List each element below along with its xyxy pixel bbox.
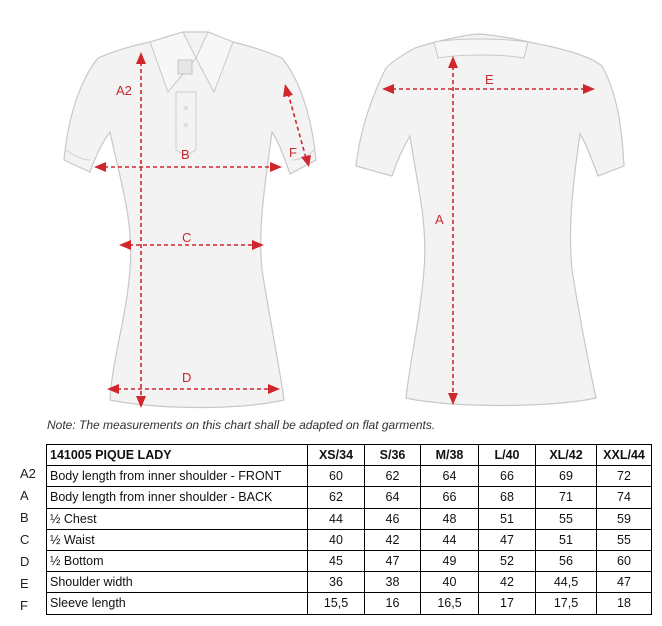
cell-value: 42 — [479, 572, 536, 593]
table-row — [47, 572, 652, 593]
cell-value: 40 — [308, 529, 365, 550]
cell-value: 69 — [536, 466, 597, 487]
cell-value: 44 — [421, 529, 479, 550]
size-header: XS/34 — [308, 445, 365, 466]
cell-value: 74 — [597, 487, 652, 508]
row-code: A — [20, 488, 29, 503]
cell-value: 68 — [479, 487, 536, 508]
table-row — [47, 466, 652, 487]
table-row — [47, 593, 652, 614]
size-header: M/38 — [421, 445, 479, 466]
table-row — [47, 487, 652, 508]
cell-value: 44,5 — [536, 572, 597, 593]
front-polo-shirt — [64, 32, 316, 408]
cell-value: 64 — [365, 487, 421, 508]
cell-value: 55 — [597, 529, 652, 550]
size-chart-table — [46, 444, 652, 615]
cell-value: 56 — [536, 550, 597, 571]
table-title: 141005 PIQUE LADY — [47, 445, 308, 466]
row-label: ½ Chest — [47, 508, 308, 529]
cell-value: 47 — [479, 529, 536, 550]
cell-value: 60 — [308, 466, 365, 487]
cell-value: 45 — [308, 550, 365, 571]
size-header: XL/42 — [536, 445, 597, 466]
cell-value: 66 — [479, 466, 536, 487]
measurement-note: Note: The measurements on this chart shall be adapted on flat garments. — [47, 418, 436, 432]
cell-value: 38 — [365, 572, 421, 593]
cell-value: 18 — [597, 593, 652, 614]
cell-value: 44 — [308, 508, 365, 529]
cell-value: 17 — [479, 593, 536, 614]
label-b: B — [181, 147, 190, 162]
row-label: Body length from inner shoulder - FRONT — [47, 466, 308, 487]
cell-value: 36 — [308, 572, 365, 593]
size-header: L/40 — [479, 445, 536, 466]
cell-value: 64 — [421, 466, 479, 487]
row-code: A2 — [20, 466, 36, 481]
size-header: XXL/44 — [597, 445, 652, 466]
cell-value: 17,5 — [536, 593, 597, 614]
cell-value: 40 — [421, 572, 479, 593]
cell-value: 47 — [597, 572, 652, 593]
row-code: D — [20, 554, 30, 569]
label-e: E — [485, 72, 494, 87]
label-f: F — [289, 145, 297, 160]
table-row — [47, 529, 652, 550]
label-c: C — [182, 230, 192, 245]
cell-value: 47 — [365, 550, 421, 571]
row-code: B — [20, 510, 29, 525]
cell-value: 42 — [365, 529, 421, 550]
cell-value: 60 — [597, 550, 652, 571]
label-a2: A2 — [116, 83, 132, 98]
row-label: Sleeve length — [47, 593, 308, 614]
table-row — [47, 508, 652, 529]
label-a: A — [435, 212, 444, 227]
cell-value: 55 — [536, 508, 597, 529]
row-label: Body length from inner shoulder - BACK — [47, 487, 308, 508]
table-header-row — [47, 445, 652, 466]
cell-value: 51 — [536, 529, 597, 550]
row-code: F — [20, 598, 28, 613]
row-label: ½ Bottom — [47, 550, 308, 571]
row-label: ½ Waist — [47, 529, 308, 550]
row-code: C — [20, 532, 30, 547]
table-row — [47, 550, 652, 571]
cell-value: 71 — [536, 487, 597, 508]
cell-value: 49 — [421, 550, 479, 571]
cell-value: 62 — [365, 466, 421, 487]
cell-value: 51 — [479, 508, 536, 529]
cell-value: 72 — [597, 466, 652, 487]
cell-value: 62 — [308, 487, 365, 508]
row-code: E — [20, 576, 29, 591]
cell-value: 66 — [421, 487, 479, 508]
size-header: S/36 — [365, 445, 421, 466]
cell-value: 52 — [479, 550, 536, 571]
cell-value: 48 — [421, 508, 479, 529]
row-label: Shoulder width — [47, 572, 308, 593]
cell-value: 59 — [597, 508, 652, 529]
label-d: D — [182, 370, 192, 385]
cell-value: 46 — [365, 508, 421, 529]
cell-value: 16,5 — [421, 593, 479, 614]
cell-value: 16 — [365, 593, 421, 614]
cell-value: 15,5 — [308, 593, 365, 614]
